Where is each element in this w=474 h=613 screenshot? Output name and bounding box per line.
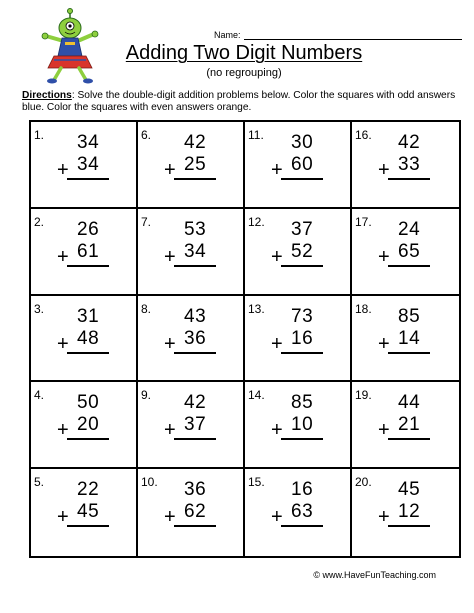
name-field: [214, 30, 462, 40]
addend-top: 30: [291, 132, 314, 153]
problem-number: 20.: [355, 475, 372, 490]
addend-bottom: 37: [184, 414, 207, 436]
addend-top: 50: [77, 392, 100, 414]
addend-bottom: 52: [291, 240, 314, 262]
problem-number: 17.: [355, 214, 372, 229]
addend-top: 31: [77, 305, 100, 327]
answer-line: [388, 525, 430, 527]
answer-line: [281, 178, 323, 180]
answer-line: [388, 265, 430, 267]
problem-cell[interactable]: [31, 469, 138, 556]
problem-number: 13.: [248, 301, 265, 316]
problem-number: 15.: [248, 475, 265, 490]
addend-top: 43: [184, 305, 207, 327]
addend-top: 24: [398, 218, 421, 240]
problem-cell[interactable]: [138, 122, 245, 209]
answer-line: [388, 178, 430, 180]
addend-top: 22: [77, 479, 100, 501]
directions-text: : Solve the double-digit addition problems below. Color the squares with odd answers blue. Color the squares with even answers orange.: [22, 90, 456, 113]
addend-top: 42: [184, 392, 207, 414]
plus-sign: +: [378, 506, 390, 529]
problem-cell[interactable]: [352, 209, 459, 296]
answer-line: [67, 265, 109, 267]
addend-top: 45: [398, 479, 421, 501]
addend-bottom: 33: [398, 154, 421, 175]
problem-number: 2.: [34, 214, 45, 229]
problem-cell[interactable]: [352, 382, 459, 469]
plus-sign: +: [271, 332, 283, 355]
addend-top: 53: [184, 218, 207, 240]
problem-number: 19.: [355, 388, 372, 403]
answer-line: [388, 352, 430, 354]
plus-sign: +: [378, 245, 390, 268]
answer-line: [174, 265, 216, 267]
problem-number: 3.: [34, 301, 45, 316]
addend-bottom: 21: [398, 414, 421, 436]
addend-top: 44: [398, 392, 421, 414]
problem-number: 12.: [248, 214, 265, 229]
addend-top: 26: [77, 218, 100, 240]
plus-sign: +: [57, 419, 69, 442]
addend-bottom: 63: [291, 501, 314, 523]
answer-line: [67, 178, 109, 180]
problem-cell[interactable]: [31, 209, 138, 296]
plus-sign: +: [271, 506, 283, 529]
answer-line: [388, 438, 430, 440]
directions: [22, 90, 460, 114]
answer-line: [67, 352, 109, 354]
problem-cell[interactable]: [245, 469, 352, 556]
answer-line: [67, 525, 109, 527]
plus-sign: +: [164, 506, 176, 529]
plus-sign: +: [164, 332, 176, 355]
problem-cell[interactable]: [352, 122, 459, 209]
problem-number: 16.: [355, 128, 372, 142]
addend-bottom: 25: [184, 154, 207, 175]
answer-line: [174, 525, 216, 527]
addend-bottom: 60: [291, 154, 314, 175]
problem-cell[interactable]: [138, 382, 245, 469]
answer-line: [281, 352, 323, 354]
problem-cell[interactable]: [245, 382, 352, 469]
addend-bottom: 10: [291, 414, 314, 436]
problem-number: 9.: [141, 388, 152, 403]
addend-top: 42: [184, 132, 207, 153]
problem-cell[interactable]: [31, 122, 138, 209]
plus-sign: +: [378, 332, 390, 355]
addend-bottom: 61: [77, 240, 100, 262]
answer-line: [281, 438, 323, 440]
problem-grid: [29, 120, 461, 558]
worksheet-subtitle: (no regrouping): [206, 67, 282, 79]
plus-sign: +: [57, 159, 69, 181]
problem-cell[interactable]: [245, 209, 352, 296]
problem-cell[interactable]: [31, 296, 138, 383]
plus-sign: +: [164, 159, 176, 181]
problem-number: 6.: [141, 128, 152, 142]
addend-bottom: 16: [291, 327, 314, 349]
plus-sign: +: [164, 419, 176, 442]
answer-line: [174, 438, 216, 440]
plus-sign: +: [57, 506, 69, 529]
addend-bottom: 20: [77, 414, 100, 436]
problem-number: 1.: [34, 128, 45, 142]
addend-top: 34: [77, 132, 100, 153]
addend-bottom: 48: [77, 327, 100, 349]
answer-line: [174, 178, 216, 180]
addend-bottom: 62: [184, 501, 207, 523]
answer-line: [281, 265, 323, 267]
worksheet-title: [0, 42, 474, 65]
problem-cell[interactable]: [138, 209, 245, 296]
plus-sign: +: [57, 332, 69, 355]
problem-cell[interactable]: [138, 469, 245, 556]
addend-top: 85: [398, 305, 421, 327]
plus-sign: +: [378, 159, 390, 181]
problem-number: 4.: [34, 388, 45, 403]
plus-sign: +: [378, 419, 390, 442]
footer-copyright: © www.HaveFunTeaching.com: [313, 570, 436, 580]
worksheet-title-text: Adding Two Digit Numbers: [125, 42, 363, 64]
addend-bottom: 36: [184, 327, 207, 349]
addend-bottom: 34: [184, 240, 207, 262]
problem-cell[interactable]: [245, 122, 352, 209]
problem-number: 11.: [248, 128, 264, 142]
problem-number: 5.: [34, 475, 45, 490]
plus-sign: +: [271, 419, 283, 442]
problem-cell[interactable]: [352, 296, 459, 383]
plus-sign: +: [57, 245, 69, 268]
addend-top: 73: [291, 305, 314, 327]
addend-top: 16: [291, 479, 314, 501]
problem-number: 8.: [141, 301, 152, 316]
plus-sign: +: [164, 245, 176, 268]
problem-cell[interactable]: [31, 382, 138, 469]
addend-bottom: 34: [77, 154, 100, 175]
problem-number: 14.: [248, 388, 265, 403]
directions-label: Directions: [22, 90, 72, 101]
addend-top: 36: [184, 479, 207, 501]
addend-top: 85: [291, 392, 314, 414]
problem-cell[interactable]: [245, 296, 352, 383]
plus-sign: +: [271, 245, 283, 268]
name-blank-line: [244, 30, 462, 40]
answer-line: [174, 352, 216, 354]
name-label: Name:: [214, 30, 241, 40]
addend-top: 42: [398, 132, 421, 153]
answer-line: [281, 525, 323, 527]
plus-sign: +: [271, 159, 283, 181]
addend-bottom: 12: [398, 501, 421, 523]
problem-number: 10.: [141, 475, 158, 490]
addend-top: 37: [291, 218, 314, 240]
addend-bottom: 14: [398, 327, 421, 349]
problem-cell[interactable]: [352, 469, 459, 556]
addend-bottom: 45: [77, 501, 100, 523]
problem-number: 18.: [355, 301, 372, 316]
answer-line: [67, 438, 109, 440]
addend-bottom: 65: [398, 240, 421, 262]
problem-number: 7.: [141, 214, 152, 229]
problem-cell[interactable]: [138, 296, 245, 383]
